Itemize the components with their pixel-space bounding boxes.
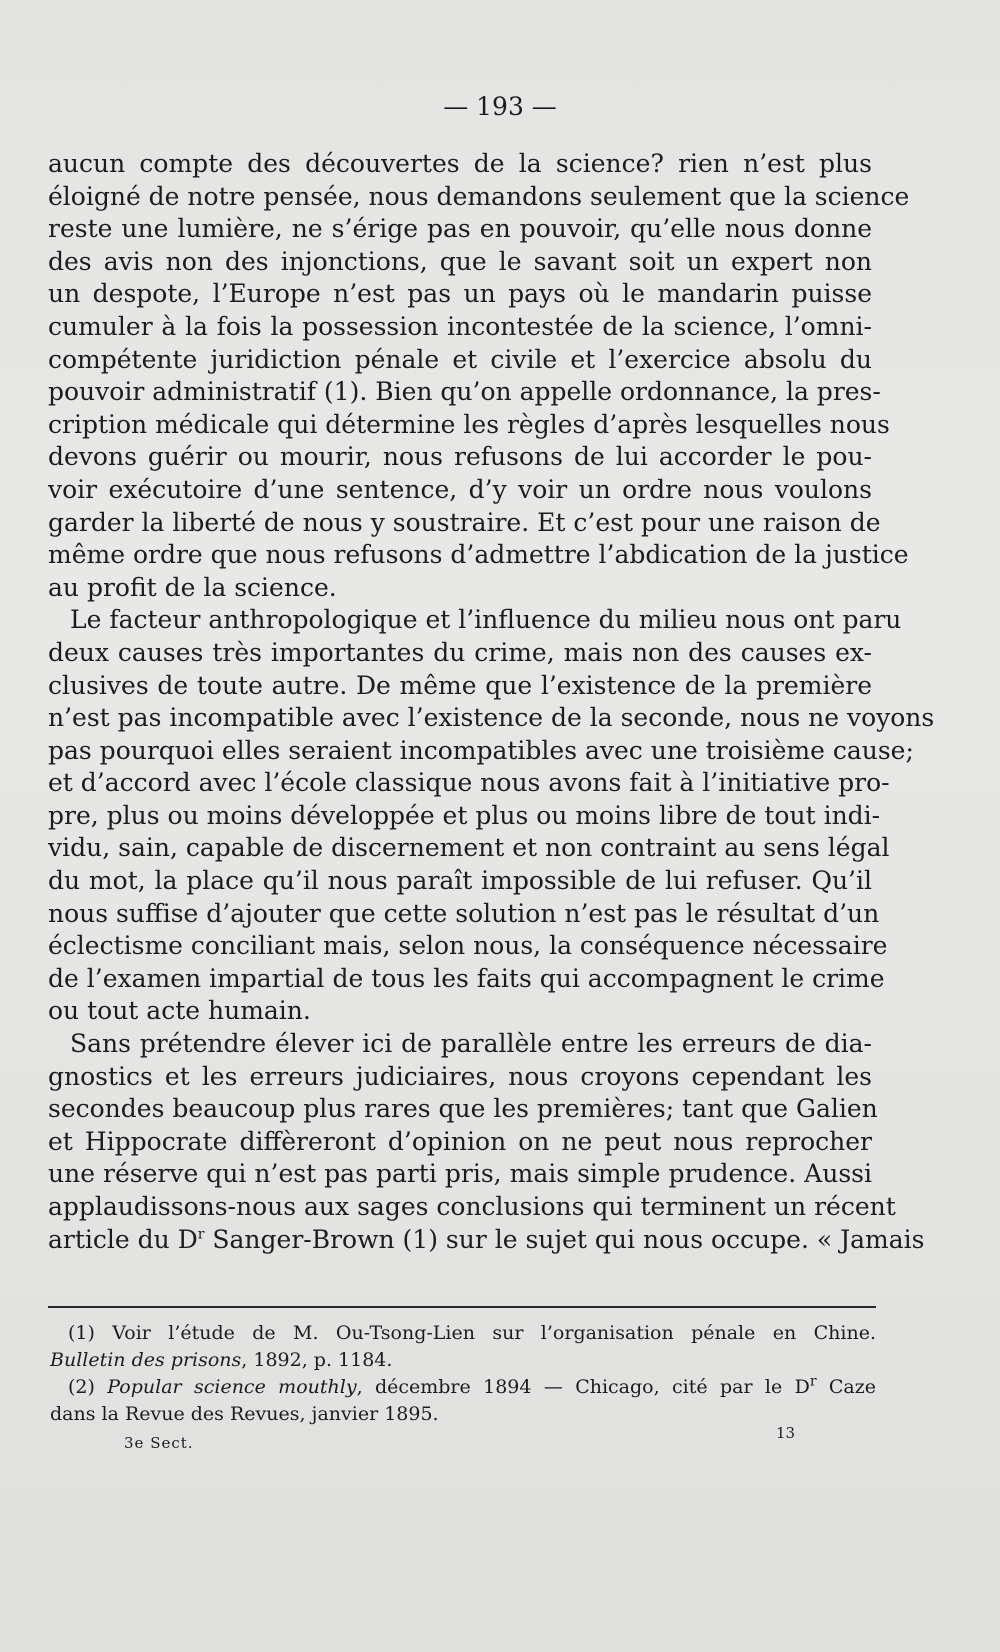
- text-line: un despote, l’Europe n’est pas un pays où le mandarin puisse: [48, 279, 872, 309]
- text-line: éloigné de notre pensée, nous demandons seulement que la science: [48, 181, 910, 211]
- text-line: au profit de la science.: [48, 572, 337, 602]
- footnote-2-line-2: dans la Revue des Revues, janvier 1895.: [50, 1403, 439, 1425]
- text-line: cumuler à la fois la possession incontestée de la science, l’omni-: [48, 311, 872, 341]
- footnote-rule: [48, 1306, 876, 1308]
- superscript: r: [809, 1373, 817, 1390]
- text-segment: article du D: [48, 1224, 198, 1254]
- text-line: une réserve qui n’est pas parti pris, mais simple prudence. Aussi: [48, 1159, 872, 1189]
- text-line: éclectisme conciliant mais, selon nous, la conséquence nécessaire: [48, 931, 888, 961]
- text-line: du mot, la place qu’il nous paraît impossible de lui refuser. Qu’il: [48, 866, 872, 896]
- text-line: applaudissons-nous aux sages conclusions qui terminent un récent: [48, 1192, 896, 1221]
- text-line: même ordre que nous refusons d’admettre l’abdication de la justice: [48, 540, 909, 570]
- text-segment: Caze: [816, 1376, 876, 1398]
- text-line: garder la liberté de nous y soustraire. Et c’est pour une raison de: [48, 507, 881, 537]
- footnote-1-line-1: (1) Voir l’étude de M. Ou-Tsong-Lien sur l’organisation pénale en Chine.: [68, 1322, 876, 1344]
- text-line: devons guérir ou mourir, nous refusons de lui accorder le pou-: [48, 442, 872, 472]
- text-segment: , décembre 1894 — Chicago, cité par le D: [356, 1376, 810, 1398]
- text-line: Le facteur anthropologique et l’influence du milieu nous ont paru: [70, 605, 902, 635]
- text-line: et Hippocrate diffèreront d’opinion on ne peut nous reprocher: [48, 1126, 872, 1156]
- journal-title: Popular science mouthly: [107, 1376, 357, 1398]
- page-number: — 193 —: [443, 92, 557, 121]
- text-segment: , 1892, p. 1184.: [241, 1349, 393, 1371]
- text-line: pre, plus ou moins développée et plus ou moins libre de tout indi-: [48, 800, 881, 830]
- superscript: r: [197, 1226, 205, 1243]
- footnote-number: (2): [68, 1376, 108, 1398]
- text-line: vidu, sain, capable de discernement et non contraint au sens légal: [48, 833, 890, 863]
- printer-signature: 3e Sect.: [124, 1434, 194, 1452]
- text-line: nous suffise d’ajouter que cette solution n’est pas le résultat d’un: [48, 898, 880, 928]
- text-line: deux causes très importantes du crime, mais non des causes ex-: [48, 637, 872, 667]
- text-line: compétente juridiction pénale et civile et l’exercice absolu du: [48, 344, 872, 374]
- text-line: cription médicale qui détermine les règles d’après lesquelles nous: [48, 409, 890, 439]
- text-line: des avis non des injonctions, que le savant soit un expert non: [48, 246, 872, 276]
- text-segment: Sanger-Brown (1) sur le sujet qui nous occupe. « Jamais: [204, 1224, 925, 1254]
- text-line: secondes beaucoup plus rares que les premières; tant que Galien: [48, 1094, 878, 1124]
- text-line: clusives de toute autre. De même que l’existence de la première: [48, 670, 872, 700]
- text-line: reste une lumière, ne s’érige pas en pouvoir, qu’elle nous donne: [48, 214, 872, 244]
- text-line: ou tout acte humain.: [48, 996, 311, 1026]
- text-line: n’est pas incompatible avec l’existence de la seconde, nous ne voyons: [48, 703, 935, 733]
- text-line: gnostics et les erreurs judiciaires, nous croyons cependant les: [48, 1061, 872, 1091]
- footnotes: [50, 1320, 876, 1428]
- footnote-2-line-1: [50, 1374, 876, 1401]
- sheet-number: 13: [776, 1424, 796, 1442]
- text-line: Sans prétendre élever ici de parallèle entre les erreurs de dia-: [70, 1029, 872, 1059]
- text-line-final: [48, 1224, 925, 1257]
- body-text: [48, 148, 935, 1256]
- journal-title: Bulletin des prisons: [50, 1349, 242, 1371]
- text-line: et d’accord avec l’école classique nous avons fait à l’initiative pro-: [48, 768, 890, 798]
- text-line: voir exécutoire d’une sentence, d’y voir un ordre nous voulons: [48, 474, 872, 504]
- text-line: pouvoir administratif (1). Bien qu’on appelle ordonnance, la pres-: [48, 377, 881, 407]
- footnote-1-line-2: [50, 1347, 876, 1374]
- text-line: pas pourquoi elles seraient incompatibles avec une troisième cause;: [48, 735, 914, 765]
- text-line: aucun compte des découvertes de la science? rien n’est plus: [48, 149, 872, 178]
- text-line: de l’examen impartial de tous les faits qui accompagnent le crime: [48, 963, 885, 993]
